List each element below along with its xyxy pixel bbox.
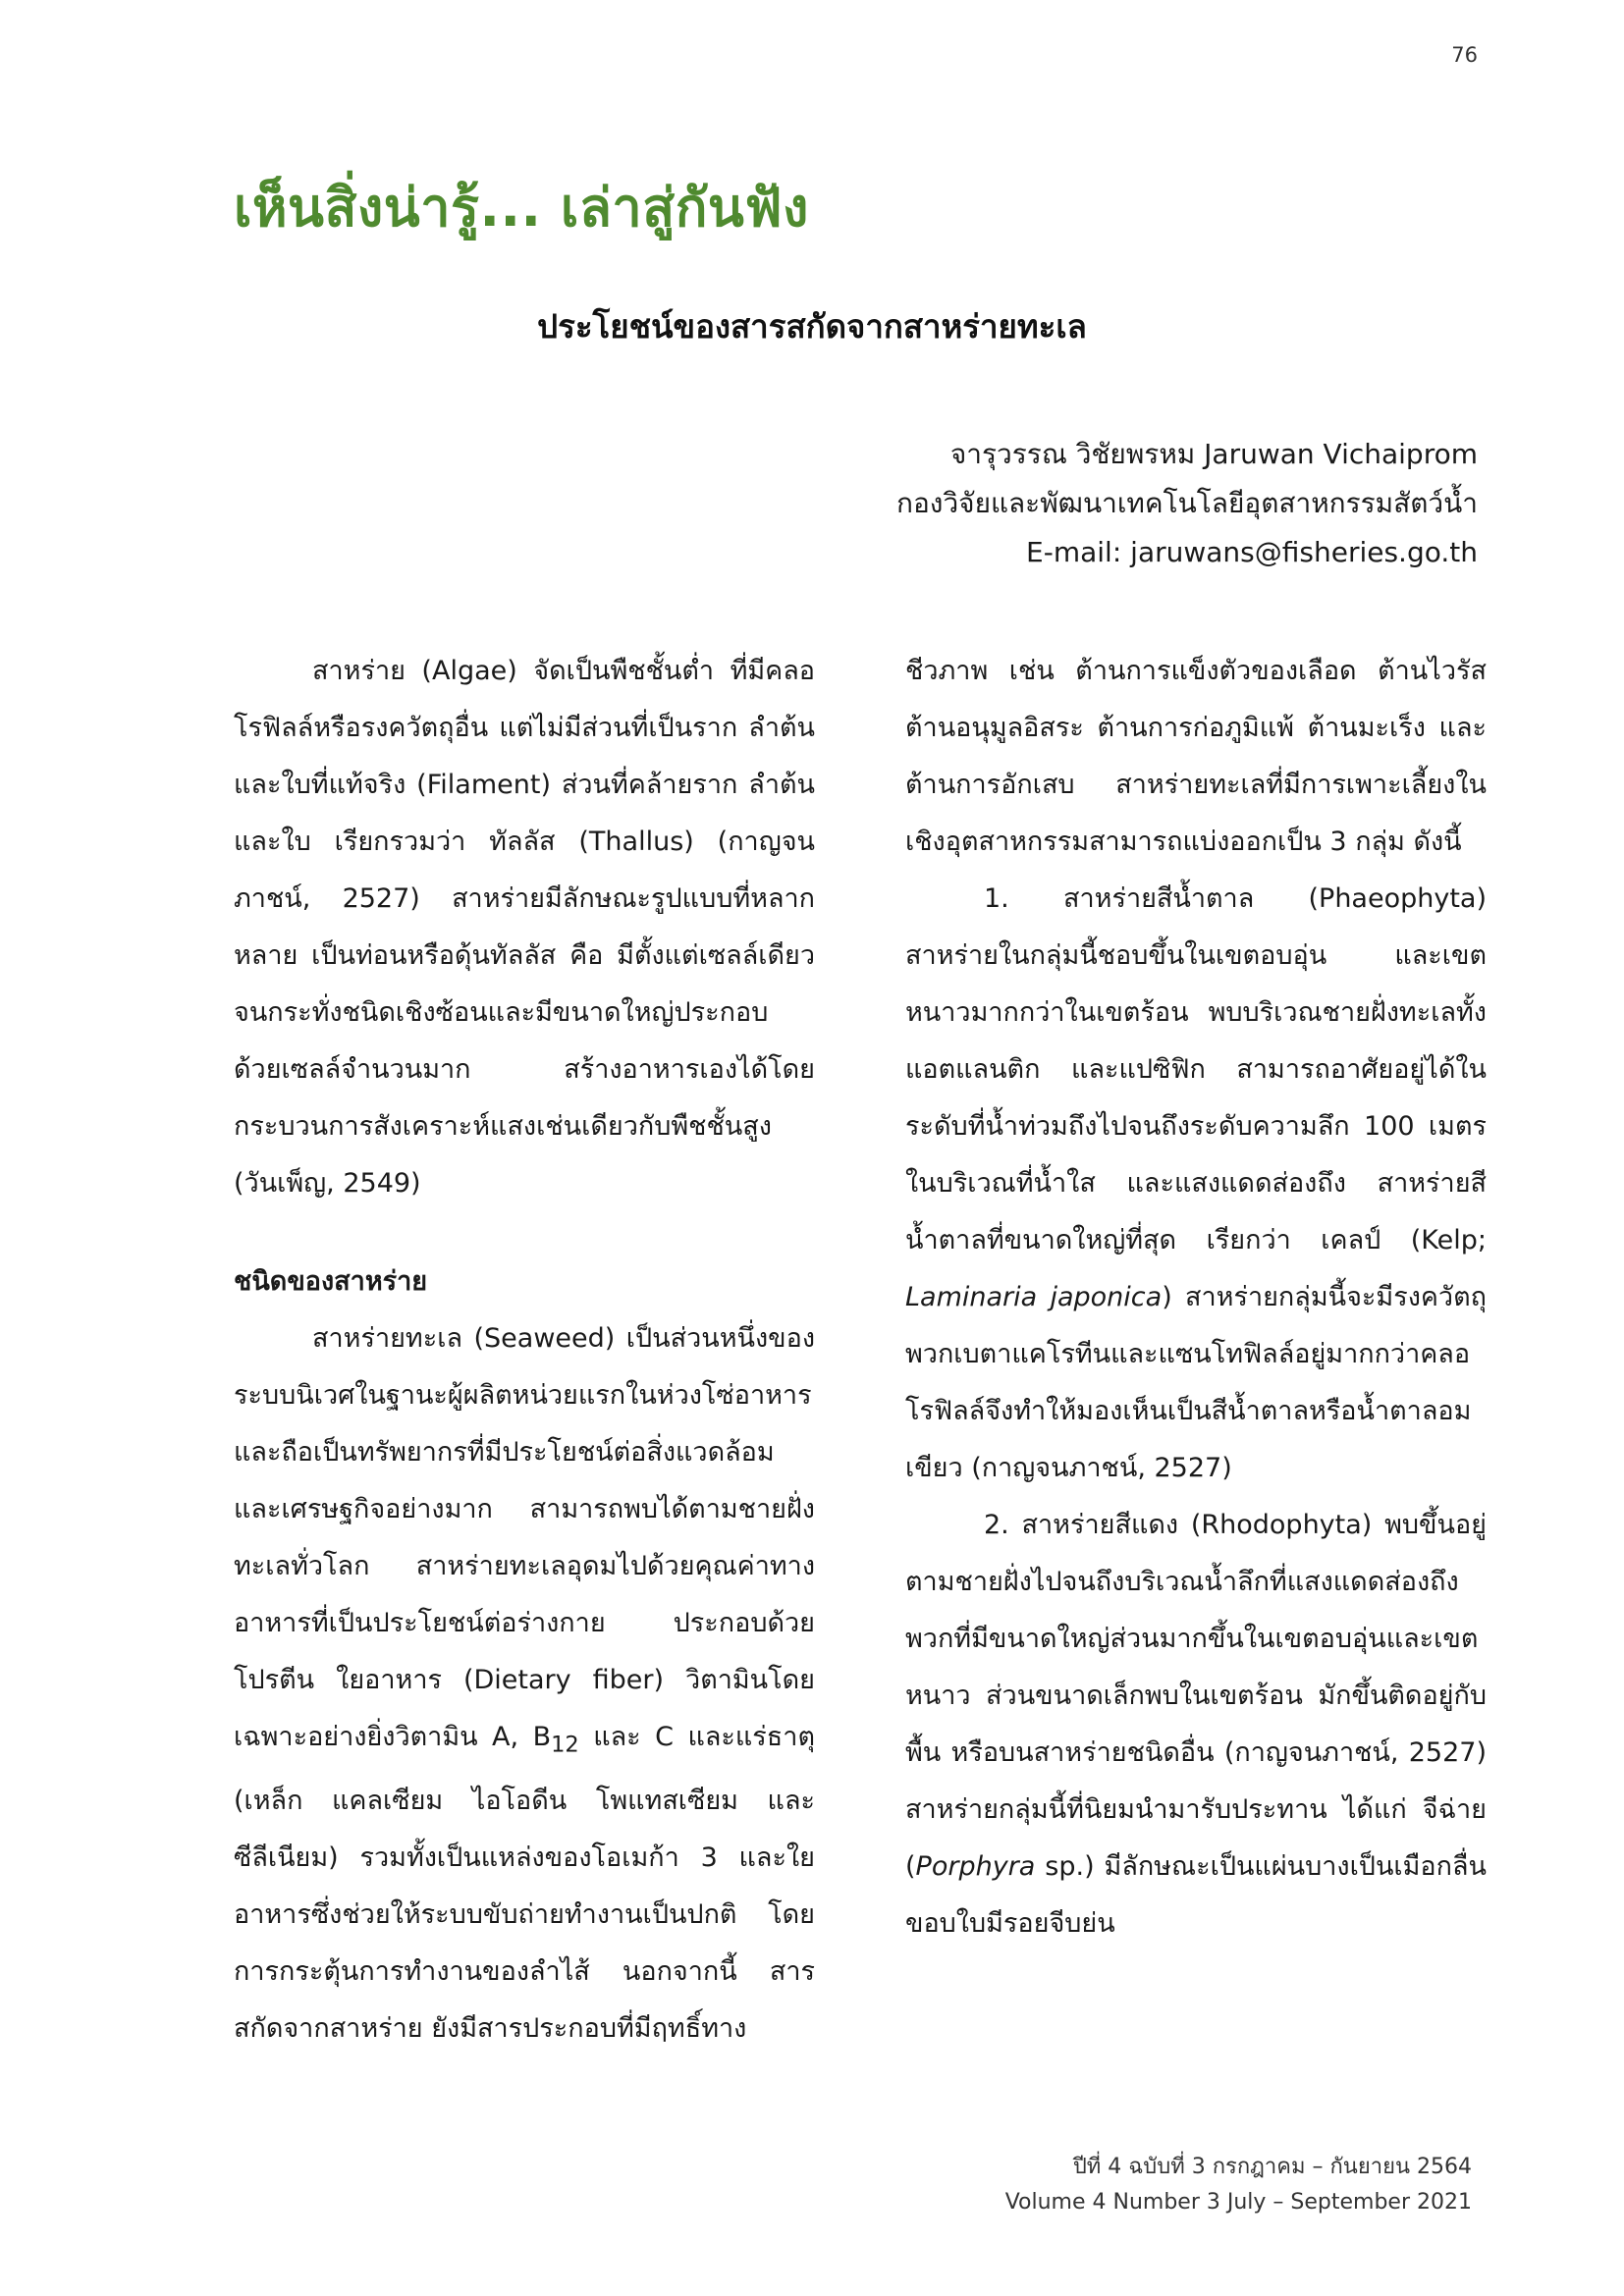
section-title: เห็นสิ่งน่ารู้... เล่าสู่กันฟัง bbox=[234, 177, 809, 239]
red-algae-text-part-2: sp.) มีลักษณะเป็นแผ่นบางเป็นเมือกลื่น ขอบใบมีรอยจีบย่น bbox=[905, 1851, 1487, 1939]
right-column bbox=[905, 643, 1487, 1952]
kelp-species-name: Laminaria japonica bbox=[905, 1282, 1163, 1312]
footer bbox=[1005, 2150, 1472, 2220]
footer-english-issue: Volume 4 Number 3 July – September 2021 bbox=[1004, 2190, 1472, 2215]
page-number: 76 bbox=[1451, 43, 1478, 67]
brown-algae-paragraph bbox=[905, 871, 1487, 1497]
porphyra-genus-name: Porphyra bbox=[915, 1851, 1036, 1882]
footer-thai-issue: ปีที่ 4 ฉบับที่ 3 กรกฎาคม – กันยายน 2564 bbox=[1072, 2155, 1472, 2179]
author-name: จารุวรรณ วิชัยพรหม Jaruwan Vichaiprom bbox=[949, 438, 1478, 470]
intro-paragraph: สาหร่าย (Algae) จัดเป็นพืชชั้นต่ำ ที่มีคลอโรฟิลล์หรือรงควัตถุอื่น แต่ไม่มีส่วนที่เป็นราก ลำต้น และใบที่แท้จริง (Filament) ส่วนที่คล้ายราก ลำต้นและใบ เรียกรวมว่า ทัลลัส (Thallus) (กาญจนภาชน์, 2527) สาหร่ายมีลักษณะรูปแบบที่หลากหลาย เป็นท่อนหรือดุ้นทัลลัส คือ มีตั้งแต่เซลล์เดียว จนกระทั่งชนิดเชิงซ้อนและมีขนาดใหญ่ประกอบด้วยเซลล์จำนวนมาก สร้างอาหารเองได้โดยกระบวนการสังเคราะห์แสงเช่นเดียวกับพืชชั้นสูง (วันเพ็ญ, 2549) bbox=[234, 656, 815, 1199]
article-title: ประโยชน์ของสารสกัดจากสาหร่ายทะเล bbox=[537, 307, 1087, 346]
left-column bbox=[234, 643, 815, 2057]
author-block bbox=[896, 430, 1478, 577]
author-email: E-mail: jaruwans@fisheries.go.th bbox=[1026, 536, 1478, 568]
seaweed-paragraph bbox=[234, 1310, 815, 2057]
subheading-seaweed-types: ชนิดของสาหร่าย bbox=[234, 1266, 428, 1297]
red-algae-paragraph bbox=[905, 1497, 1487, 1952]
brown-algae-text-part-2: ) สาหร่ายกลุ่มนี้จะมีรงควัตถุพวกเบตาแคโรทีนและแซนโทฟิลล์อยู่มากกว่าคลอโรฟิลล์จึงทำให้มองเห็นเป็นสีน้ำตาลหรือน้ำตาลอมเขียว (กาญจนภาชน์, 2527) bbox=[905, 1282, 1487, 1483]
seaweed-text-part-2: และ C และแร่ธาตุ (เหล็ก แคลเซียม ไอโอดีน โพแทสเซียม และซีลีเนียม) รวมทั้งเป็นแหล่งของโอเมก้า 3 และใยอาหารซึ่งช่วยให้ระบบขับถ่ายทำงานเป็นปกติ โดยการกระตุ้นการทำงานของลำไส้ นอกจากนี้ สารสกัดจากสาหร่าย ยังมีสารประกอบที่มีฤทธิ์ทาง bbox=[234, 1722, 815, 2045]
author-affiliation: กองวิจัยและพัฒนาเทคโนโลยีอุตสาหกรรมสัตว์น้ำ bbox=[896, 487, 1478, 519]
seaweed-text-part-1: สาหร่ายทะเล (Seaweed) เป็นส่วนหนึ่งของระบบนิเวศในฐานะผู้ผลิตหน่วยแรกในห่วงโซ่อาหาร และถือเป็นทรัพยากรที่มีประโยชน์ต่อสิ่งแวดล้อมและเศรษฐกิจอย่างมาก สามารถพบได้ตามชายฝั่งทะเลทั่วโลก สาหร่ายทะเลอุดมไปด้วยคุณค่าทางอาหารที่เป็นประโยชน์ต่อร่างกาย ประกอบด้วยโปรตีน ใยอาหาร (Dietary fiber) วิตามินโดยเฉพาะอย่างยิ่งวิตามิน A, B bbox=[234, 1323, 815, 1752]
vitamin-subscript: 12 bbox=[551, 1732, 579, 1758]
brown-algae-text-part-1: 1. สาหร่ายสีน้ำตาล (Phaeophyta) สาหร่ายในกลุ่มนี้ชอบขึ้นในเขตอบอุ่น และเขตหนาวมากกว่าในเขตร้อน พบบริเวณชายฝั่งทะเลทั้งแอตแลนติก และแปซิฟิก สามารถอาศัยอยู่ได้ในระดับที่น้ำท่วมถึงไปจนถึงระดับความลึก 100 เมตร ในบริเวณที่น้ำใส และแสงแดดส่องถึง สาหร่ายสีน้ำตาลที่ขนาดใหญ่ที่สุด เรียกว่า เคลป์ (Kelp; bbox=[905, 883, 1487, 1255]
red-algae-text-part-1: 2. สาหร่ายสีแดง (Rhodophyta) พบขึ้นอยู่ตามชายฝั่งไปจนถึงบริเวณน้ำลึกที่แสงแดดส่องถึง พวกที่มีขนาดใหญ่ส่วนมากขึ้นในเขตอบอุ่นและเขตหนาว ส่วนขนาดเล็กพบในเขตร้อน มักขึ้นติดอยู่กับพื้น หรือบนสาหร่ายชนิดอื่น (กาญจนภาชน์, 2527) สาหร่ายกลุ่มนี้ที่นิยมนำมารับประทาน ได้แก่ จีฉ่าย ( bbox=[905, 1510, 1487, 1882]
bioactivity-paragraph: ชีวภาพ เช่น ต้านการแข็งตัวของเลือด ต้านไวรัส ต้านอนุมูลอิสระ ต้านการก่อภูมิแพ้ ต้านมะเร็ง และต้านการอักเสบ สาหร่ายทะเลที่มีการเพาะเลี้ยงในเชิงอุตสาหกรรมสามารถแบ่งออกเป็น 3 กลุ่ม ดังนี้ bbox=[905, 656, 1487, 857]
